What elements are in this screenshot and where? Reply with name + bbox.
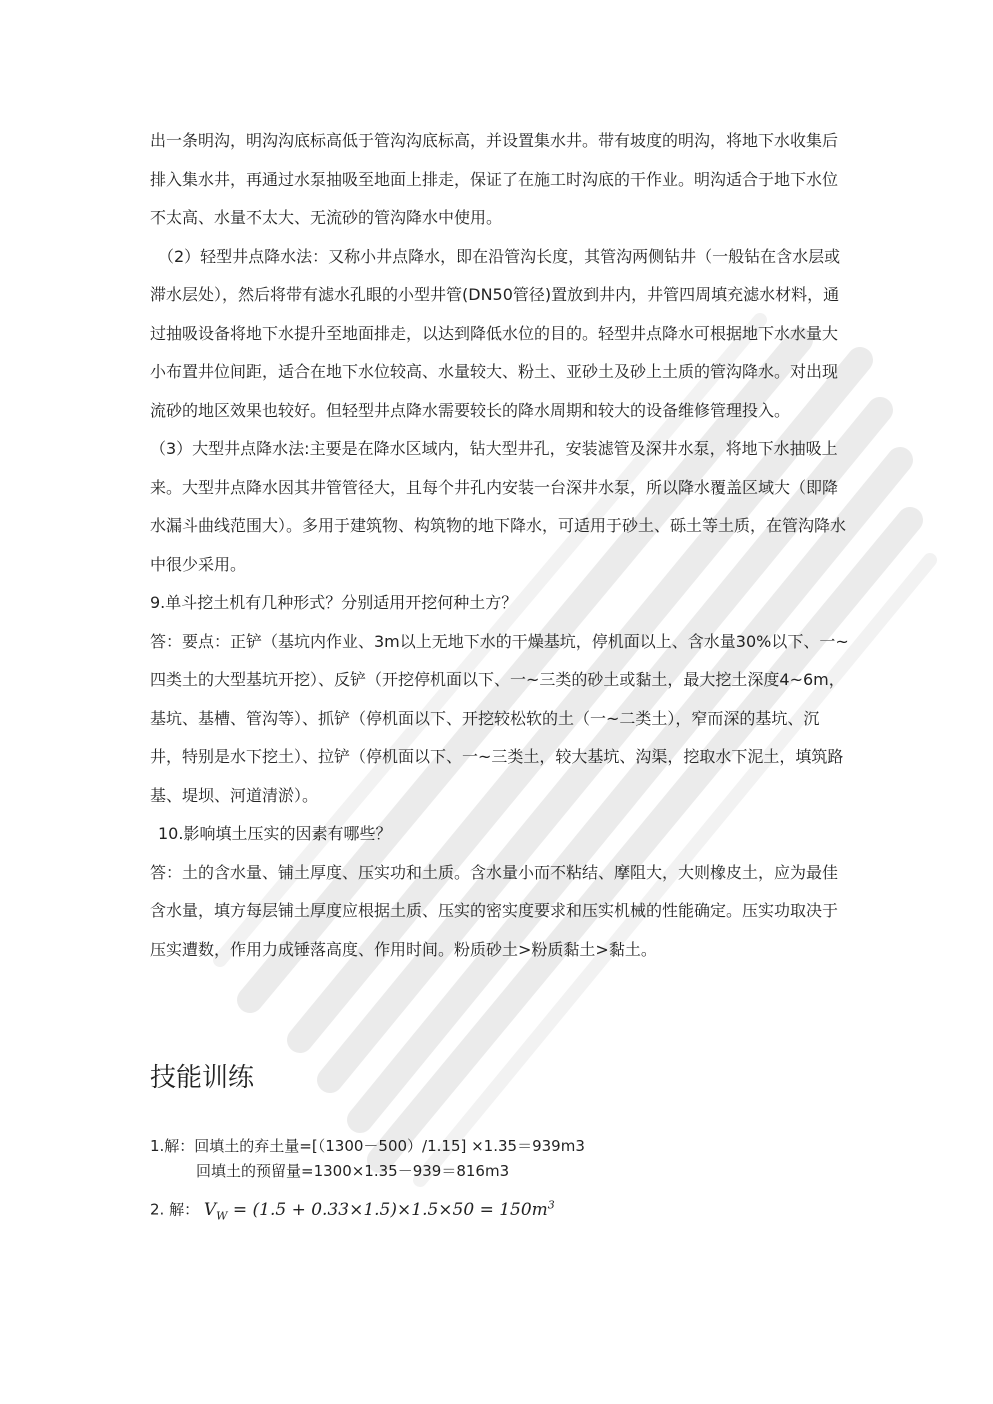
question-10: 10.影响填土压实的因素有哪些？ — [158, 824, 392, 843]
answer-9: 答：要点：正铲（基坑内作业、3m以上无地下水的干燥基坑，停机面以上、含水量30%以下、一~四类土的大型基坑开挖）、反铲（开挖停机面以下、一~三类的砂土或黏土，最大挖土深度4~6m，基坑、基槽、管沟等）、抓铲（停机面以下、开挖较松软的土（一~二类土），窄而深的基坑、沉井，特别是水下挖土）、拉铲（停机面以下、一~三类土，较大基坑、沟渠，挖取水下泥土，填筑路基、堤坝、河道清淤）。 — [150, 631, 849, 805]
question-9: 9.单斗挖土机有几种形式？分别适用开挖何种土方？ — [150, 593, 518, 612]
paragraph-light-well-point: （2）轻型井点降水法：又称小井点降水，即在沿管沟长度，其管沟两侧钻井（一般钻在含水层或滞水层处），然后将带有滤水孔眼的小型井管(DN50管径)置放到井内，井管四周填充滤水材料，通过抽吸设备将地下水提升至地面排走，以达到降低水位的目的。轻型井点降水可根据地下水水量大小布置井位间距，适合在地下水位较高、水量较大、粉土、亚砂土及砂上土质的管沟降水。对出现流砂的地区效果也较好。但轻型井点降水需要较长的降水周期和较大的设备维修管理投入。 — [150, 246, 841, 420]
section-heading: 技能训练 — [150, 1063, 255, 1093]
answer-10: 答：土的含水量、铺土厚度、压实功和土质。含水量小而不粘结、摩阻大，大则橡皮土，应为最佳含水量，填方每层铺土厚度应根据土质、压实的密实度要求和压实机械的性能确定。压实功取决于压实遭数，作用力成锤落高度、作用时间。粉质砂土>粉质黏土>黏土。 — [150, 862, 839, 959]
solution-2 — [150, 1192, 850, 1228]
skills-solutions — [150, 1134, 850, 1228]
solution-1-line-2: 回填土的预留量=1300×1.35－939＝816m3 — [196, 1162, 510, 1180]
solution-2-label: 2. 解： — [150, 1200, 200, 1219]
solution-2-formula: $V_W = (1.5 + 0.33\times 1.5)\times 1.5\times 50 = 150m^3$ — [203, 1198, 555, 1223]
solution-1-line-1: 1.解：回填土的弃土量=[（1300－500）/1.15] ×1.35＝939m3 — [150, 1137, 585, 1155]
paragraph-large-well-point: （3）大型井点降水法:主要是在降水区域内，钻大型井孔，安装滤管及深井水泵，将地下水抽吸上来。大型井点降水因其井管管径大，且每个井孔内安装一台深井水泵，所以降水覆盖区域大（即降水漏斗曲线范围大）。多用于建筑物、构筑物的地下降水，可适用于砂土、砾土等土质，在管沟降水中很少采用。 — [150, 439, 847, 574]
body-text — [150, 122, 850, 969]
paragraph-open-ditch: 出一条明沟，明沟沟底标高低于管沟沟底标高，并设置集水井。带有坡度的明沟，将地下水收集后排入集水井，再通过水泵抽吸至地面上排走，保证了在施工时沟底的干作业。明沟适合于地下水位不太高、水量不太大、无流砂的管沟降水中使用。 — [150, 131, 839, 227]
